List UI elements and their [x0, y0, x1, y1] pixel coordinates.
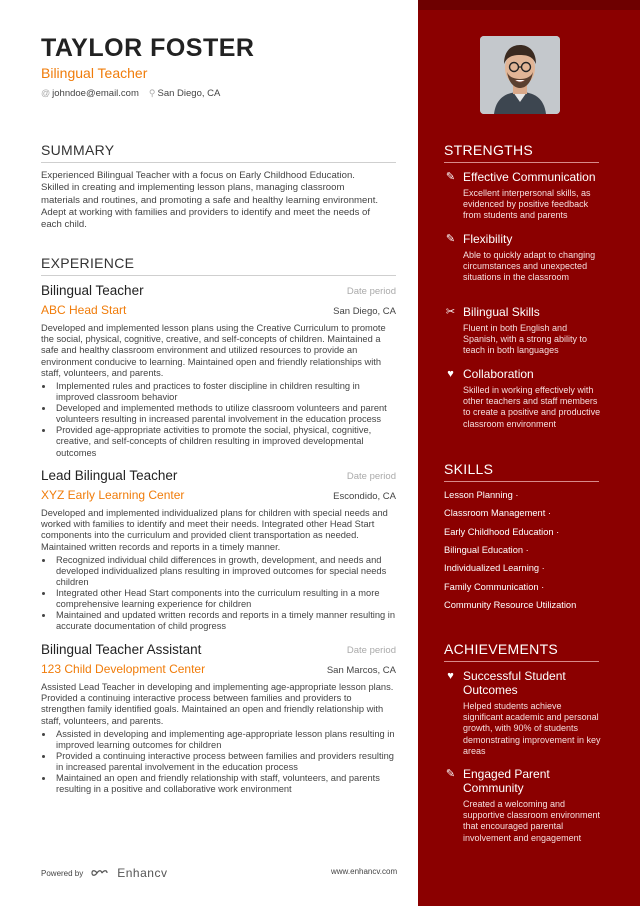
job-entry — [41, 642, 396, 795]
enhancv-logo[interactable] — [91, 866, 167, 880]
achievement-desc: Created a welcoming and supportive classroom environment that encouraged parental involvement and engagement — [463, 799, 601, 843]
candidate-name: TAYLOR FOSTER — [41, 34, 255, 62]
job-bullet: • Maintained an open and friendly relationship with staff, volunteers, and parents resulting in a positive and collaborative work environment — [54, 773, 396, 795]
job-bullet: • Assisted in developing and implementing age-appropriate lesson plans resulting in improved learning outcomes for children — [54, 729, 396, 751]
strength-title: Effective Communication — [463, 170, 596, 184]
job-bullet: • Integrated other Head Start components into the curriculum resulting in a more comprehensive learning experience for children — [54, 588, 396, 610]
job-date: Date period — [346, 471, 396, 482]
email-text: johndoe@email.com — [52, 88, 139, 99]
profile-photo — [480, 36, 560, 114]
strength-desc: Fluent in both English and Spanish, with a strong ability to teach in both languages — [463, 323, 588, 356]
strength-item — [444, 170, 604, 222]
job-bullets — [41, 381, 396, 459]
at-icon: @ — [41, 88, 51, 98]
strength-item — [444, 232, 604, 284]
job-location: Escondido, CA — [333, 491, 396, 502]
sidebar — [418, 0, 640, 906]
job-bullet: • Recognized individual child differences in growth, development, and needs and developed individualized plans resulting in improved outcomes for special needs children — [54, 555, 396, 588]
job-location: San Diego, CA — [333, 306, 396, 317]
strength-desc: Excellent interpersonal skills, as evidenced by positive feedback from students and parents — [463, 188, 591, 221]
skills-divider — [444, 481, 599, 482]
powered-by-label: Powered by — [41, 868, 84, 878]
magic-wand-icon: ✎ — [445, 171, 456, 183]
job-bullet: • Implemented rules and practices to foster discipline in children resulting in improved classroom behavior — [54, 381, 396, 403]
skill-item: Bilingual Education · — [444, 545, 529, 555]
strengths-divider — [444, 162, 599, 163]
skill-item: Classroom Management · — [444, 508, 551, 518]
experience-heading: EXPERIENCE — [41, 255, 135, 271]
job-bullets — [41, 555, 396, 633]
strength-desc: Skilled in working effectively with other teachers and staff members to create a positive and productive classroom environment — [463, 385, 601, 429]
summary-text: Experienced Bilingual Teacher with a focus on Early Childhood Education. Skilled in creating and implementing lesson plans, managing classroom materials and routines, and promoting a safe and healthy learning environment. Adept at working with families and providers to identify and meet the needs of each child. — [41, 170, 379, 231]
job-description: Developed and implemented lesson plans using the Creative Curriculum to promote the social, physical, cognitive, creative, and self-concepts of children. Maintained a safe and healthy classroom environment and utilized resources to provide an environment conducive to learning. Maintained open and friendly relationships with staff, volunteers, and parents. — [41, 323, 386, 378]
job-entry — [41, 283, 396, 459]
contact-info — [41, 88, 220, 99]
job-company: XYZ Early Learning Center — [41, 488, 185, 502]
heart-icon: ♥ — [447, 368, 454, 380]
achievements-heading: ACHIEVEMENTS — [444, 641, 559, 657]
magic-wand-icon: ✎ — [445, 233, 456, 245]
email-contact[interactable] — [41, 88, 139, 99]
strength-title: Collaboration — [463, 367, 534, 381]
job-description: Developed and implemented individualized plans for children with special needs and worked with families to identify and meet their needs. Integrated other Head Start components into the curriculum and provided client transportation as needed. Maintained written records and reports in a timely manner. — [41, 508, 388, 552]
summary-divider — [41, 162, 396, 163]
experience-divider — [41, 275, 396, 276]
job-role: Lead Bilingual Teacher — [41, 468, 178, 483]
job-entry — [41, 468, 396, 632]
job-bullet: • Maintained and updated written records and reports in a timely manner resulting in accurate documentation of child progress — [54, 610, 396, 632]
achievement-item — [444, 669, 604, 757]
achievements-divider — [444, 661, 599, 662]
strength-desc: Able to quickly adapt to changing circumstances and unexpected situations in the classroom — [463, 250, 596, 283]
tools-icon: ✂ — [445, 306, 456, 318]
job-bullets — [41, 729, 396, 796]
job-description: Assisted Lead Teacher in developing and implementing age-appropriate lesson plans. Provided a continuing interactive process between families and providers to strengthen family identified goals. Maintained an open and friendly relationship with staff, volunteers, and parents. — [41, 682, 394, 726]
achievement-title: Successful Student Outcomes — [463, 669, 566, 697]
achievement-title: Engaged Parent Community — [463, 767, 550, 795]
location-text: San Diego, CA — [157, 88, 221, 99]
achievement-item — [444, 767, 604, 844]
candidate-title: Bilingual Teacher — [41, 65, 148, 81]
job-date: Date period — [346, 645, 396, 656]
skill-item: Lesson Planning · — [444, 490, 519, 500]
website-link[interactable]: www.enhancv.com — [331, 867, 398, 876]
strength-item — [444, 305, 604, 357]
job-role: Bilingual Teacher — [41, 283, 144, 298]
job-bullet: • Developed and implemented methods to utilize classroom volunteers and parent volunteers resulting in increased parental involvement in the education process — [54, 403, 396, 425]
job-bullet: • Provided age-appropriate activities to promote the social, physical, cognitive, creative, and self-concepts of children resulting in improved developmental outcomes — [54, 425, 396, 458]
heart-icon: ♥ — [447, 670, 454, 682]
skill-item: Early Childhood Education · — [444, 527, 560, 537]
brand-name: Enhancv — [117, 866, 168, 880]
avatar — [480, 36, 560, 114]
skill-item: Individualized Learning · — [444, 563, 545, 573]
location-pin-icon: ⚲ — [148, 88, 156, 98]
skill-item: Community Resource Utilization — [444, 600, 577, 610]
skills-heading: SKILLS — [444, 461, 494, 477]
skill-item: Family Communication · — [444, 582, 545, 592]
strength-item — [444, 367, 604, 430]
job-role: Bilingual Teacher Assistant — [41, 642, 202, 657]
strength-title: Bilingual Skills — [463, 305, 540, 319]
job-company: 123 Child Development Center — [41, 662, 206, 676]
powered-by — [41, 866, 167, 880]
strengths-heading: STRENGTHS — [444, 142, 534, 158]
job-date: Date period — [346, 286, 396, 297]
strength-title: Flexibility — [463, 232, 513, 246]
location-contact — [149, 88, 220, 99]
job-company: ABC Head Start — [41, 303, 127, 317]
achievement-desc: Helped students achieve significant academic and personal growth, with 90% of students demonstrating improvement in key areas — [463, 701, 601, 756]
magic-wand-icon: ✎ — [445, 768, 456, 780]
job-location: San Marcos, CA — [326, 665, 396, 676]
job-bullet: • Provided a continuing interactive process between families and providers resulting in increased parental involvement in the education process — [54, 751, 396, 773]
infinity-icon — [91, 868, 113, 878]
sidebar-top-band — [418, 0, 640, 10]
summary-heading: SUMMARY — [41, 142, 115, 158]
